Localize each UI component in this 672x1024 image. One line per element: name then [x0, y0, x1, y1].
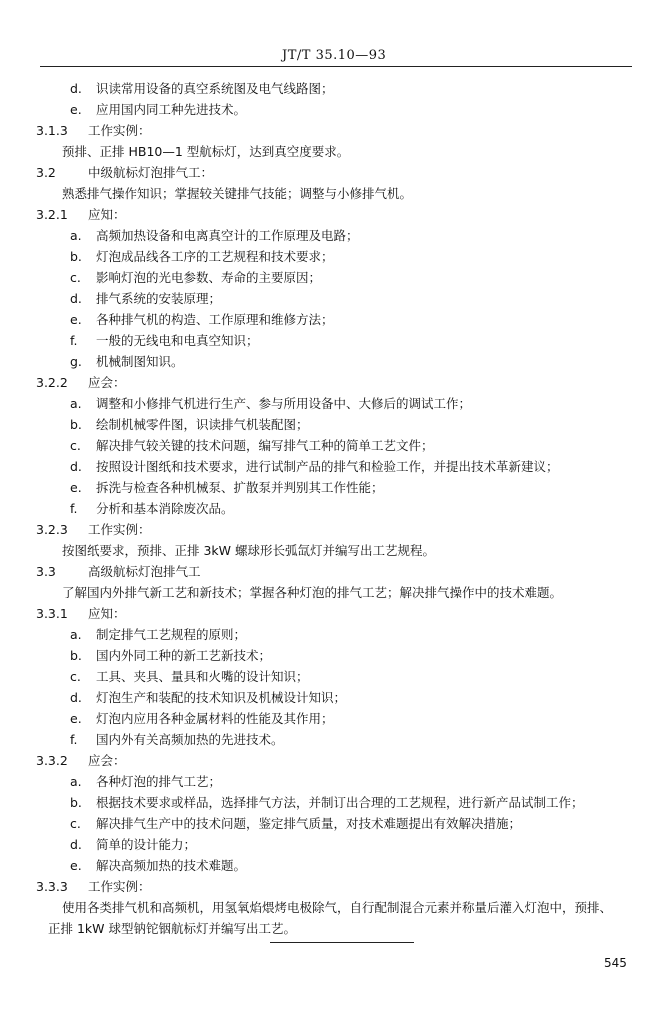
line-text: 高频加热设备和电离真空计的工作原理及电路；: [96, 228, 359, 243]
paragraph-line: [0, 540, 672, 561]
line-text: 一般的无线电和电真空知识；: [96, 333, 259, 348]
line-text: 国内外有关高频加热的先进技术。: [96, 732, 284, 747]
section-number: 3.2.3: [36, 522, 68, 537]
item-marker: c.: [70, 438, 81, 453]
section-heading: [0, 372, 672, 393]
section-number: 3.2.1: [36, 207, 68, 222]
line-text: 影响灯泡的光电参数、寿命的主要原因；: [96, 270, 322, 285]
item-marker: c.: [70, 669, 81, 684]
item-marker: c.: [70, 816, 81, 831]
list-item: [0, 330, 672, 351]
section-number: 3.3.1: [36, 606, 68, 621]
line-text: 工作实例：: [88, 123, 151, 138]
item-marker: f.: [70, 333, 78, 348]
list-item: [0, 687, 672, 708]
line-text: 工具、夹具、量具和火嘴的设计知识；: [96, 669, 309, 684]
item-marker: a.: [70, 228, 82, 243]
line-text: 排气系统的安装原理；: [96, 291, 222, 306]
list-item: [0, 477, 672, 498]
list-item: [0, 99, 672, 120]
item-marker: e.: [70, 480, 82, 495]
item-marker: e.: [70, 102, 82, 117]
section-heading: [0, 750, 672, 771]
section-heading: [0, 876, 672, 897]
item-marker: d.: [70, 837, 82, 852]
line-text: 各种灯泡的排气工艺；: [96, 774, 222, 789]
line-text: 调整和小修排气机进行生产、参与所用设备中、大修后的调试工作；: [96, 396, 472, 411]
line-text: 绘制机械零件图，识读排气机装配图；: [96, 417, 309, 432]
list-item: [0, 225, 672, 246]
list-item: [0, 435, 672, 456]
line-text: 熟悉排气操作知识；掌握较关键排气技能；调整与小修排气机。: [62, 186, 413, 201]
list-item: [0, 246, 672, 267]
line-text: 中级航标灯泡排气工：: [88, 165, 214, 180]
line-text: 应用国内同工种先进技术。: [96, 102, 247, 117]
item-marker: a.: [70, 396, 82, 411]
item-marker: c.: [70, 270, 81, 285]
line-text: 灯泡成品线各工序的工艺规程和技术要求；: [96, 249, 334, 264]
section-number: 3.2: [36, 165, 56, 180]
section-number: 3.2.2: [36, 375, 68, 390]
list-item: [0, 834, 672, 855]
page-number: 545: [604, 956, 627, 970]
list-item: [0, 267, 672, 288]
item-marker: f.: [70, 732, 78, 747]
paragraph-line: [0, 141, 672, 162]
list-item: [0, 78, 672, 99]
item-marker: f.: [70, 501, 78, 516]
line-text: 拆洗与检查各种机械泵、扩散泵并判别其工作性能；: [96, 480, 384, 495]
list-item: [0, 813, 672, 834]
line-text: 工作实例：: [88, 879, 151, 894]
line-text: 各种排气机的构造、工作原理和维修方法；: [96, 312, 334, 327]
list-item: [0, 351, 672, 372]
section-number: 3.3.3: [36, 879, 68, 894]
list-item: [0, 414, 672, 435]
line-text: 灯泡生产和装配的技术知识及机械设计知识；: [96, 690, 347, 705]
section-number: 3.3: [36, 564, 56, 579]
footer-rule: [270, 942, 414, 943]
line-text: 根据技术要求或样品，选择排气方法，并制订出合理的工艺规程，进行新产品试制工作；: [96, 795, 584, 810]
list-item: [0, 624, 672, 645]
line-text: 应知：: [88, 207, 126, 222]
line-text: 解决排气较关键的技术问题，编写排气工种的简单工艺文件；: [96, 438, 434, 453]
list-item: [0, 666, 672, 687]
item-marker: a.: [70, 627, 82, 642]
paragraph-line: [0, 918, 672, 939]
item-marker: d.: [70, 291, 82, 306]
line-text: 按照设计图纸和技术要求，进行试制产品的排气和检验工作，并提出技术革新建议；: [96, 459, 559, 474]
list-item: [0, 645, 672, 666]
list-item: [0, 729, 672, 750]
section-heading: [0, 519, 672, 540]
line-text: 简单的设计能力；: [96, 837, 197, 852]
standard-code: JT/T 35.10—93: [282, 48, 387, 63]
document-body: [0, 78, 672, 939]
list-item: [0, 855, 672, 876]
item-marker: e.: [70, 858, 82, 873]
list-item: [0, 456, 672, 477]
list-item: [0, 771, 672, 792]
line-text: 识读常用设备的真空系统图及电气线路图；: [96, 81, 334, 96]
line-text: 正排 1kW 球型钠铊铟航标灯并编写出工艺。: [48, 921, 296, 936]
line-text: 工作实例：: [88, 522, 151, 537]
paragraph-line: [0, 897, 672, 918]
list-item: [0, 708, 672, 729]
item-marker: a.: [70, 774, 82, 789]
page-header: [0, 40, 672, 66]
item-marker: g.: [70, 354, 82, 369]
item-marker: e.: [70, 312, 82, 327]
section-heading: [0, 120, 672, 141]
line-text: 预排、正排 HB10—1 型航标灯，达到真空度要求。: [62, 144, 350, 159]
paragraph-line: [0, 183, 672, 204]
line-text: 灯泡内应用各种金属材料的性能及其作用；: [96, 711, 334, 726]
item-marker: b.: [70, 417, 82, 432]
line-text: 应知：: [88, 606, 126, 621]
list-item: [0, 309, 672, 330]
line-text: 应会：: [88, 753, 126, 768]
line-text: 制定排气工艺规程的原则；: [96, 627, 247, 642]
section-number: 3.1.3: [36, 123, 68, 138]
section-heading: [0, 561, 672, 582]
section-heading: [0, 204, 672, 225]
item-marker: b.: [70, 249, 82, 264]
list-item: [0, 498, 672, 519]
line-text: 机械制图知识。: [96, 354, 184, 369]
list-item: [0, 393, 672, 414]
line-text: 解决高频加热的技术难题。: [96, 858, 247, 873]
section-heading: [0, 162, 672, 183]
paragraph-line: [0, 582, 672, 603]
list-item: [0, 288, 672, 309]
line-text: 解决排气生产中的技术问题，鉴定排气质量，对技术难题提出有效解决措施；: [96, 816, 522, 831]
line-text: 应会：: [88, 375, 126, 390]
line-text: 了解国内外排气新工艺和新技术；掌握各种灯泡的排气工艺；解决排气操作中的技术难题。: [62, 585, 563, 600]
section-heading: [0, 603, 672, 624]
line-text: 按图纸要求，预排、正排 3kW 螺球形长弧氙灯并编写出工艺规程。: [62, 543, 435, 558]
item-marker: b.: [70, 648, 82, 663]
line-text: 分析和基本消除废次品。: [96, 501, 234, 516]
item-marker: d.: [70, 459, 82, 474]
line-text: 高级航标灯泡排气工: [88, 564, 201, 579]
item-marker: d.: [70, 690, 82, 705]
line-text: 使用各类排气机和高频机，用氢氧焰煨烤电极除气，自行配制混合元素并称量后灌入灯泡中，预排、: [62, 900, 613, 915]
item-marker: e.: [70, 711, 82, 726]
header-rule: [40, 66, 632, 67]
item-marker: b.: [70, 795, 82, 810]
section-number: 3.3.2: [36, 753, 68, 768]
item-marker: d.: [70, 81, 82, 96]
list-item: [0, 792, 672, 813]
line-text: 国内外同工种的新工艺新技术；: [96, 648, 272, 663]
